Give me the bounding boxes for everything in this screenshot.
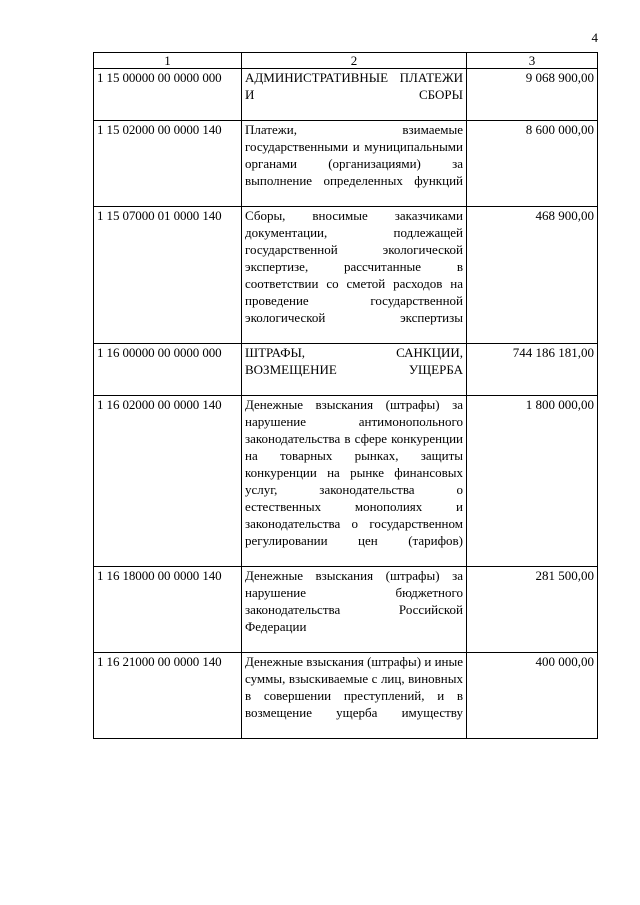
revenue-name-cell — [242, 69, 467, 121]
budget-revenue-table — [93, 52, 598, 739]
amount-cell: 8 600 000,00 — [467, 121, 598, 207]
amount-cell: 400 000,00 — [467, 653, 598, 739]
budget-code-cell: 1 16 18000 00 0000 140 — [94, 567, 242, 653]
budget-code-cell: 1 15 02000 00 0000 140 — [94, 121, 242, 207]
budget-code-cell: 1 16 02000 00 0000 140 — [94, 396, 242, 567]
column-header: 3 — [467, 53, 598, 69]
revenue-name-cell — [242, 567, 467, 653]
revenue-name-cell — [242, 207, 467, 344]
table-row — [94, 344, 598, 396]
revenue-name-text: Платежи, взимаемые государственными и муниципальными органами (организациями) за выполнение определенных функций — [245, 122, 463, 188]
revenue-name-text: Сборы, вносимые заказчиками документации, подлежащей государственной экологической экспертизе, рассчитанные в соответствии со сметой расходов на проведение государственной экологической экспертизы — [245, 208, 463, 325]
table-row — [94, 69, 598, 121]
column-header: 2 — [242, 53, 467, 69]
table-header-row — [94, 53, 598, 69]
table-row — [94, 396, 598, 567]
revenue-name-text: Денежные взыскания (штрафы) за нарушение бюджетного законодательства Российской Федерации — [245, 568, 463, 634]
revenue-name-text: ШТРАФЫ, САНКЦИИ, ВОЗМЕЩЕНИЕ УЩЕРБА — [245, 345, 463, 377]
budget-code-cell: 1 16 00000 00 0000 000 — [94, 344, 242, 396]
amount-cell: 281 500,00 — [467, 567, 598, 653]
revenue-name-cell — [242, 121, 467, 207]
budget-code-cell: 1 15 07000 01 0000 140 — [94, 207, 242, 344]
table-row — [94, 207, 598, 344]
revenue-name-cell — [242, 396, 467, 567]
budget-code-cell: 1 15 00000 00 0000 000 — [94, 69, 242, 121]
page-number: 4 — [591, 30, 598, 45]
table-row — [94, 653, 598, 739]
revenue-name-text: АДМИНИСТРАТИВНЫЕ ПЛАТЕЖИ И СБОРЫ — [245, 70, 463, 102]
revenue-name-cell — [242, 344, 467, 396]
table-row — [94, 567, 598, 653]
amount-cell: 1 800 000,00 — [467, 396, 598, 567]
amount-cell: 9 068 900,00 — [467, 69, 598, 121]
revenue-name-text: Денежные взыскания (штрафы) и иные суммы, взыскиваемые с лиц, виновных в совершении преступлений, и в возмещение ущерба имуществу — [245, 654, 463, 720]
budget-code-cell: 1 16 21000 00 0000 140 — [94, 653, 242, 739]
revenue-name-text: Денежные взыскания (штрафы) за нарушение антимонопольного законодательства в сфере конкуренции на товарных рынках, защиты конкуренции на рынке финансовых услуг, законодательства о естественных монополиях и законодательства о государственном регулировании цен (тарифов) — [245, 397, 463, 548]
revenue-name-cell — [242, 653, 467, 739]
amount-cell: 468 900,00 — [467, 207, 598, 344]
amount-cell: 744 186 181,00 — [467, 344, 598, 396]
table-row — [94, 121, 598, 207]
column-header: 1 — [94, 53, 242, 69]
